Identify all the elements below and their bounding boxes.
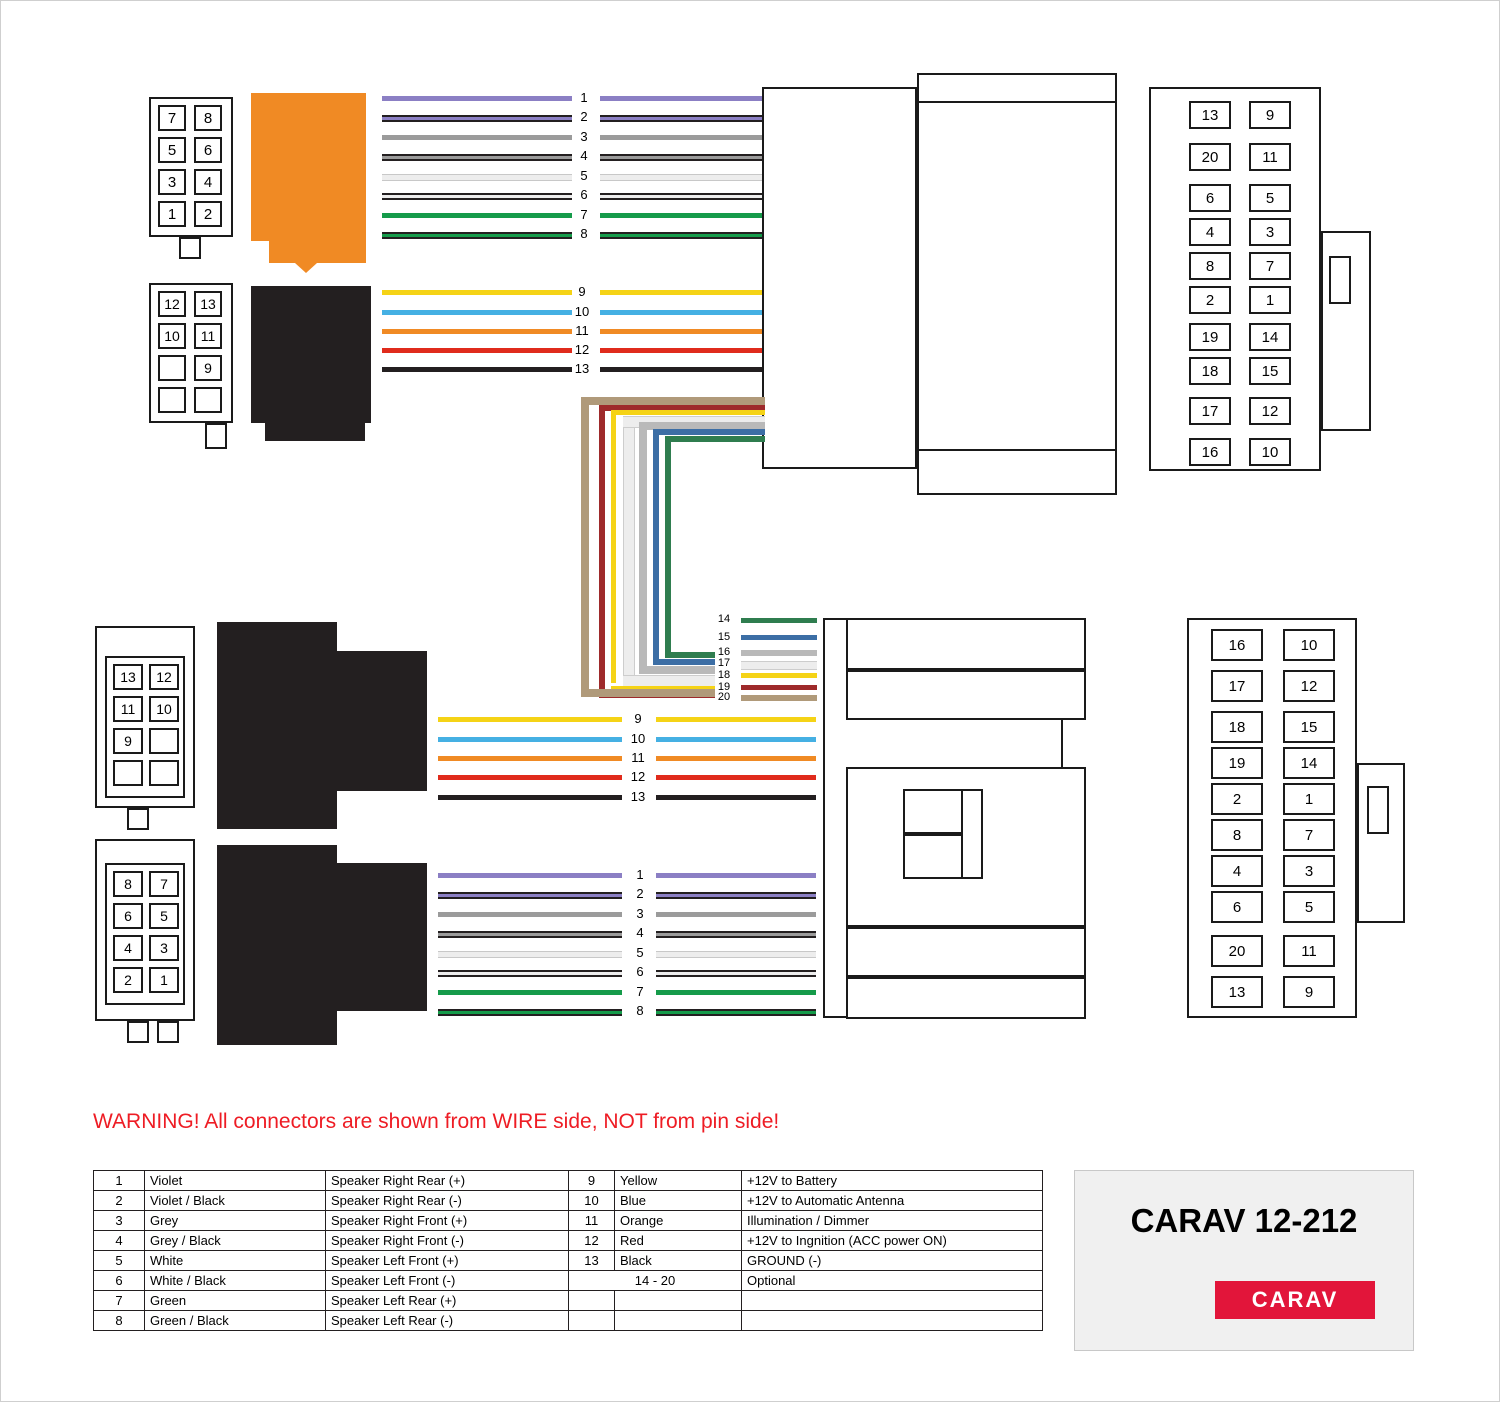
black-plug-lip-low: [217, 1027, 337, 1045]
optional-wire-brown-vertical: [581, 397, 589, 697]
pin: 9: [194, 355, 222, 381]
legend-function: Speaker Right Rear (-): [326, 1191, 569, 1211]
pin: 9: [113, 728, 143, 754]
pin: 5: [149, 903, 179, 929]
wire-blue: [600, 310, 762, 315]
pin: 13: [194, 291, 222, 317]
pin: 3: [1283, 855, 1335, 887]
radio-body-top-inner: [917, 101, 1117, 451]
pin: 20: [1189, 143, 1231, 171]
pin: [194, 387, 222, 413]
wire-number: 5: [636, 945, 644, 960]
pin: 14: [1283, 747, 1335, 779]
optional-wire-blue-vertical: [653, 429, 659, 665]
wire-yellow: [382, 290, 572, 295]
pin: 6: [113, 903, 143, 929]
optional-wire-grey-right: [741, 650, 817, 656]
legend-function: Speaker Left Rear (-): [326, 1311, 569, 1331]
wire-number: 12: [630, 769, 646, 784]
connector-20pin-top: [1149, 87, 1321, 471]
legend-function: Speaker Right Front (+): [326, 1211, 569, 1231]
table-row: [94, 1311, 1043, 1331]
radio-body-bottom-row1: [846, 618, 1086, 670]
optional-wire-yellow-right: [741, 673, 817, 678]
pin: 13: [113, 664, 143, 690]
iso-connector-b-top: [149, 283, 233, 423]
wire-number: 10: [630, 731, 646, 746]
wire-number: 8: [580, 226, 588, 241]
legend-color-right: Black: [615, 1251, 742, 1271]
pin: 3: [158, 169, 186, 195]
wire-white: [438, 951, 622, 958]
pin: 10: [1283, 629, 1335, 661]
wire-number: 2: [636, 886, 644, 901]
wire-number: 6: [636, 964, 644, 979]
table-row: [94, 1231, 1043, 1251]
wire-number: 7: [580, 207, 588, 222]
pin: 3: [149, 935, 179, 961]
pin: 18: [1189, 357, 1231, 385]
wire-number: 11: [631, 750, 645, 765]
wire-white-black: [382, 193, 572, 200]
iso-connector-a-top: [149, 97, 233, 237]
optional-wire-green-right: [741, 618, 817, 623]
wire-grey-black: [600, 154, 762, 161]
legend-color-right: [615, 1311, 742, 1331]
legend-function-right: +12V to Ingnition (ACC power ON): [742, 1231, 1043, 1251]
pin: 5: [1249, 184, 1291, 212]
wire-green-black: [600, 232, 762, 239]
legend-color-right: Orange: [615, 1211, 742, 1231]
legend-color-right: Red: [615, 1231, 742, 1251]
wire-number: 19: [717, 681, 731, 693]
pin: 12: [149, 664, 179, 690]
legend-function-right: [742, 1291, 1043, 1311]
wire-orange: [438, 756, 622, 761]
legend-num-right: 14 - 20: [569, 1271, 742, 1291]
carav-logo: CARAV: [1215, 1281, 1375, 1319]
legend-color-right: [615, 1291, 742, 1311]
wire-grey: [656, 912, 816, 917]
optional-wire-yellow-vertical: [611, 410, 616, 683]
wire-number: 5: [580, 168, 588, 183]
wire-number: 15: [717, 631, 731, 643]
legend-num-right: 9: [569, 1171, 615, 1191]
legend-color: Grey: [145, 1211, 326, 1231]
wire-grey-black: [656, 931, 816, 938]
optional-wire-green-bottom: [665, 652, 715, 658]
wire-number: 4: [636, 925, 644, 940]
legend-num: 2: [94, 1191, 145, 1211]
pin: 15: [1283, 711, 1335, 743]
black-plug-body-top: [251, 286, 371, 423]
legend-color-right: Yellow: [615, 1171, 742, 1191]
wire-green: [438, 990, 622, 995]
wire-white: [382, 174, 572, 181]
wire-number: 10: [574, 304, 590, 319]
pin: 4: [1189, 218, 1231, 246]
wire-grey-black: [438, 931, 622, 938]
wire-grey: [438, 912, 622, 917]
optional-wire-brown-top: [581, 397, 765, 405]
iso-connector-a-bottom-tab2: [157, 1021, 179, 1043]
wire-number: 3: [636, 906, 644, 921]
wire-violet-black: [600, 115, 762, 122]
pin: 12: [1249, 397, 1291, 425]
radio-body-bottom-row4: [846, 927, 1086, 977]
wire-red: [438, 775, 622, 780]
legend-function-right: +12V to Automatic Antenna: [742, 1191, 1043, 1211]
pin: 1: [158, 201, 186, 227]
optional-wire-brown-bottom: [581, 689, 715, 697]
pin: 4: [194, 169, 222, 195]
wire-number: 6: [580, 187, 588, 202]
wire-number: 14: [717, 613, 731, 625]
legend-function-right: Illumination / Dimmer: [742, 1211, 1043, 1231]
wire-black: [600, 367, 762, 372]
wire-orange: [382, 329, 572, 334]
pin: 7: [1283, 819, 1335, 851]
iso-connector-b-bottom-inner: [105, 656, 185, 798]
pin: 10: [1249, 438, 1291, 466]
pin: 8: [1189, 252, 1231, 280]
pin: 2: [1211, 783, 1263, 815]
pin: 19: [1211, 747, 1263, 779]
wire-black: [438, 795, 622, 800]
table-row: [94, 1211, 1043, 1231]
legend-function: Speaker Right Front (-): [326, 1231, 569, 1251]
pin: 11: [194, 323, 222, 349]
legend-color: Green: [145, 1291, 326, 1311]
legend-num: 6: [94, 1271, 145, 1291]
pin: 7: [158, 105, 186, 131]
legend-function-right: Optional: [742, 1271, 1043, 1291]
pin: [113, 760, 143, 786]
wire-number: 9: [578, 284, 586, 299]
wire-white-black: [438, 970, 622, 977]
wire-green-black: [438, 1009, 622, 1016]
black-plug-lip-top: [265, 423, 365, 441]
pin: 2: [113, 967, 143, 993]
optional-wire-blue-right: [741, 635, 817, 640]
wire-number: 9: [634, 711, 642, 726]
wire-violet: [656, 873, 816, 878]
legend-color: Violet: [145, 1171, 326, 1191]
table-row: [94, 1291, 1043, 1311]
wire-white-black: [656, 970, 816, 977]
wire-number: 11: [575, 323, 589, 338]
wire-blue: [656, 737, 816, 742]
wire-number: 3: [580, 129, 588, 144]
connector-20pin-bottom-keyslot: [1367, 786, 1389, 834]
product-model: CARAV 12-212: [1130, 1202, 1358, 1239]
pin: 12: [158, 291, 186, 317]
optional-wire-red-right: [741, 685, 817, 690]
wire-yellow: [600, 290, 762, 295]
wire-number: 17: [717, 657, 731, 669]
radio-body-bottom-key3: [961, 789, 983, 879]
wire-red: [656, 775, 816, 780]
legend-num: 3: [94, 1211, 145, 1231]
legend-num-right: [569, 1311, 615, 1331]
wire-number: 1: [580, 90, 588, 105]
pin: 9: [1249, 101, 1291, 129]
wire-green: [382, 213, 572, 218]
pin: 13: [1189, 101, 1231, 129]
pin: [158, 387, 186, 413]
optional-wire-green-vertical: [665, 436, 671, 658]
radio-body-bottom-row2: [846, 670, 1086, 720]
pin: 11: [113, 696, 143, 722]
legend-color: White / Black: [145, 1271, 326, 1291]
wire-violet: [382, 96, 572, 101]
pin: 14: [1249, 323, 1291, 351]
wire-red: [600, 348, 762, 353]
pin: 5: [158, 137, 186, 163]
pin: [149, 760, 179, 786]
legend-color: Grey / Black: [145, 1231, 326, 1251]
pin: 1: [1249, 286, 1291, 314]
legend-function: Speaker Right Rear (+): [326, 1171, 569, 1191]
wire-blue: [382, 310, 572, 315]
pin: [158, 355, 186, 381]
wire-number: 12: [574, 342, 590, 357]
legend-num: 1: [94, 1171, 145, 1191]
radio-body-top-left: [762, 87, 917, 469]
pin: 12: [1283, 670, 1335, 702]
legend-function-right: GROUND (-): [742, 1251, 1043, 1271]
black-plug-body-low: [217, 845, 337, 1027]
optional-wire-green-top: [665, 436, 765, 442]
optional-wire-brown-right: [741, 695, 817, 701]
legend-num: 4: [94, 1231, 145, 1251]
wire-number: 2: [580, 109, 588, 124]
wire-violet-black: [382, 115, 572, 122]
legend-function-right: +12V to Battery: [742, 1171, 1043, 1191]
wire-violet-black: [438, 892, 622, 899]
legend-function: Speaker Left Front (+): [326, 1251, 569, 1271]
wire-violet: [600, 96, 762, 101]
legend-color: Green / Black: [145, 1311, 326, 1331]
iso-connector-b-top-tab: [205, 423, 227, 449]
pin: 17: [1189, 397, 1231, 425]
pin: 6: [1189, 184, 1231, 212]
wire-yellow: [438, 717, 622, 722]
pin: 10: [158, 323, 186, 349]
wire-grey: [600, 135, 762, 140]
wire-number: 13: [574, 361, 590, 376]
pin: 1: [149, 967, 179, 993]
wire-violet-black: [656, 892, 816, 899]
pin: 1: [1283, 783, 1335, 815]
pin: 8: [113, 871, 143, 897]
wire-black: [656, 795, 816, 800]
pin: 20: [1211, 935, 1263, 967]
iso-connector-b-bottom-tab: [127, 808, 149, 830]
wire-white: [600, 174, 762, 181]
wire-number: 13: [630, 789, 646, 804]
pin: 4: [113, 935, 143, 961]
legend-color: Violet / Black: [145, 1191, 326, 1211]
optional-wire-grey-bottom: [639, 666, 715, 674]
wire-violet: [438, 873, 622, 878]
wire-red: [382, 348, 572, 353]
wire-orange: [656, 756, 816, 761]
wire-green-black: [382, 232, 572, 239]
table-row: [94, 1271, 1043, 1291]
optional-wire-grey-vertical: [639, 422, 647, 671]
table-row: [94, 1191, 1043, 1211]
pin: 18: [1211, 711, 1263, 743]
legend-color: White: [145, 1251, 326, 1271]
orange-plug-notch: [295, 263, 317, 273]
pin: 8: [194, 105, 222, 131]
wire-grey-black: [382, 154, 572, 161]
pin: 2: [194, 201, 222, 227]
optional-wire-yellow-top: [611, 410, 765, 415]
pin: 16: [1189, 438, 1231, 466]
wire-number: 20: [717, 691, 731, 703]
legend-function-right: [742, 1311, 1043, 1331]
wire-number: 8: [636, 1003, 644, 1018]
wire-number: 16: [717, 646, 731, 658]
pin: 11: [1283, 935, 1335, 967]
wire-grey: [382, 135, 572, 140]
optional-wire-blue-bottom: [653, 659, 715, 665]
pin: 3: [1249, 218, 1291, 246]
wire-number: 7: [636, 984, 644, 999]
pin: 19: [1189, 323, 1231, 351]
legend-num-right: 12: [569, 1231, 615, 1251]
wire-white: [656, 951, 816, 958]
pin: 6: [194, 137, 222, 163]
wire-white-black: [600, 193, 762, 200]
pin: 2: [1189, 286, 1231, 314]
legend-num-right: 13: [569, 1251, 615, 1271]
black-plug-body-low2: [337, 863, 427, 1011]
pin: 7: [1249, 252, 1291, 280]
pin: 17: [1211, 670, 1263, 702]
orange-plug-body: [251, 93, 366, 241]
iso-connector-a-bottom-inner: [105, 863, 185, 1005]
pin: 4: [1211, 855, 1263, 887]
wire-black: [382, 367, 572, 372]
legend-num-right: 11: [569, 1211, 615, 1231]
pin: 13: [1211, 976, 1263, 1008]
iso-connector-a-top-tab: [179, 237, 201, 259]
pinout-legend-table: [93, 1170, 1043, 1331]
legend-color-right: Blue: [615, 1191, 742, 1211]
legend-function: Speaker Left Rear (+): [326, 1291, 569, 1311]
radio-body-bottom-row5: [846, 977, 1086, 1019]
brand-panel: [1074, 1170, 1414, 1351]
optional-wire-blue-top: [653, 429, 765, 435]
legend-function: Speaker Left Front (-): [326, 1271, 569, 1291]
pin: 6: [1211, 891, 1263, 923]
optional-wire-red-vertical: [599, 405, 605, 689]
pin: [149, 728, 179, 754]
connector-20pin-top-keyslot: [1329, 256, 1351, 304]
wire-number: 18: [717, 669, 731, 681]
legend-num-right: 10: [569, 1191, 615, 1211]
legend-num-right: [569, 1291, 615, 1311]
orange-plug-lip: [269, 241, 366, 263]
iso-connector-a-bottom-tab: [127, 1021, 149, 1043]
wire-orange: [600, 329, 762, 334]
wire-yellow: [656, 717, 816, 722]
black-plug-lip-mid: [217, 807, 337, 829]
table-row: [94, 1251, 1043, 1271]
table-row: [94, 1171, 1043, 1191]
wire-blue: [438, 737, 622, 742]
wire-green-black: [656, 1009, 816, 1016]
wire-number: 4: [580, 148, 588, 163]
pin: 10: [149, 696, 179, 722]
optional-wire-white-right: [741, 661, 817, 670]
pin: 11: [1249, 143, 1291, 171]
legend-num: 7: [94, 1291, 145, 1311]
black-plug-body-mid2: [337, 651, 427, 791]
pin: 5: [1283, 891, 1335, 923]
warning-text: WARNING! All connectors are shown from WIRE side, NOT from pin side!: [93, 1110, 780, 1133]
black-plug-body-mid: [217, 622, 337, 807]
wire-green: [656, 990, 816, 995]
legend-num: 5: [94, 1251, 145, 1271]
pin: 8: [1211, 819, 1263, 851]
optional-wire-white-vertical: [623, 416, 635, 677]
pin: 7: [149, 871, 179, 897]
pin: 15: [1249, 357, 1291, 385]
pin: 16: [1211, 629, 1263, 661]
pin: 9: [1283, 976, 1335, 1008]
legend-num: 8: [94, 1311, 145, 1331]
wire-number: 1: [636, 867, 644, 882]
wire-green: [600, 213, 762, 218]
